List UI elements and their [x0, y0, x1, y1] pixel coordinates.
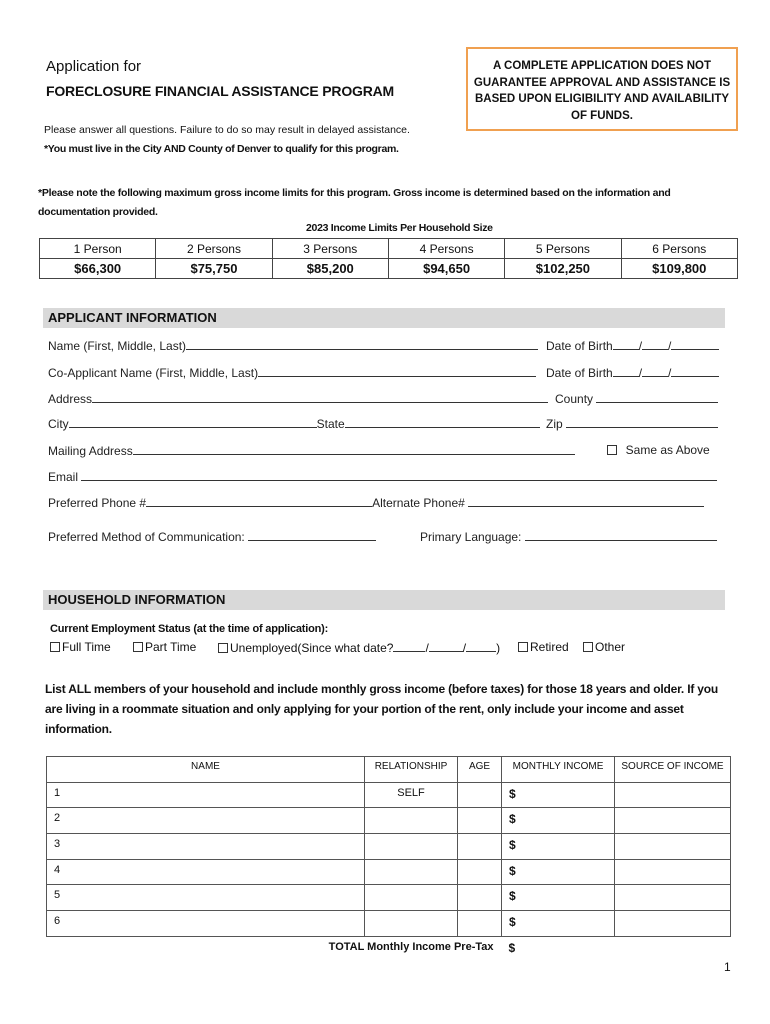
zip-label: Zip	[546, 417, 563, 431]
household-size-cell: 5 Persons	[505, 239, 621, 259]
coapplicant-dob-label: Date of Birth	[546, 366, 613, 380]
email-label: Email	[48, 470, 79, 484]
income-source-cell[interactable]	[615, 859, 731, 885]
coapplicant-label: Co-Applicant Name (First, Middle, Last)	[48, 366, 259, 380]
retired-checkbox[interactable]	[518, 642, 528, 652]
form-title: FORECLOSURE FINANCIAL ASSISTANCE PROGRAM	[46, 83, 394, 99]
age-cell[interactable]	[458, 885, 502, 911]
dob-day-line[interactable]	[642, 338, 668, 350]
dob-label: Date of Birth	[546, 339, 613, 353]
alt-phone-label: Alternate Phone#	[372, 496, 465, 510]
household-size-cell: 1 Person	[40, 239, 156, 259]
column-header: MONTHLY INCOME	[502, 757, 615, 783]
member-name-cell[interactable]: 6	[47, 911, 365, 937]
residency-requirement: *You must live in the City AND County of Denver to qualify for this program.	[44, 143, 399, 155]
alt-phone-input-line[interactable]	[468, 495, 704, 507]
income-limits-caption: 2023 Income Limits Per Household Size	[306, 222, 493, 234]
form-subtitle: Application for	[46, 58, 142, 75]
relationship-cell[interactable]	[365, 834, 458, 860]
income-limits-note: *Please note the following maximum gross income limits for this program. Gross income is determined based on the information and documentation provided.	[38, 187, 671, 218]
household-members-table	[46, 756, 731, 962]
phone-field-row[interactable]	[48, 495, 704, 510]
column-header: RELATIONSHIP	[365, 757, 458, 783]
unemployed-year-line[interactable]	[466, 640, 496, 652]
mailing-address-row[interactable]	[48, 443, 575, 458]
monthly-income-cell[interactable]: $	[502, 911, 615, 937]
language-label: Primary Language:	[420, 530, 522, 544]
approval-notice-box: A COMPLETE APPLICATION DOES NOT GUARANTEE APPROVAL AND ASSISTANCE IS BASED UPON ELIGIBILITY AND AVAILABILITY OF FUNDS.	[466, 47, 738, 131]
same-as-above-option[interactable]	[607, 443, 710, 457]
language-field[interactable]	[420, 529, 717, 544]
household-size-cell: 4 Persons	[388, 239, 504, 259]
part-time-checkbox[interactable]	[133, 642, 143, 652]
total-income-cell[interactable]: $	[508, 940, 516, 955]
communication-field[interactable]	[48, 529, 376, 544]
city-input-line[interactable]	[69, 416, 317, 428]
email-input-line[interactable]	[81, 469, 717, 481]
county-label: County	[555, 392, 594, 406]
age-cell[interactable]	[458, 808, 502, 834]
household-size-cell: 3 Persons	[272, 239, 388, 259]
member-name-cell[interactable]: 2	[47, 808, 365, 834]
retired-label: Retired	[530, 640, 569, 654]
state-input-line[interactable]	[345, 416, 540, 428]
phone-input-line[interactable]	[146, 495, 372, 507]
unemployed-label: Unemployed(Since what date?	[230, 641, 394, 655]
employment-part-time[interactable]	[133, 640, 196, 654]
address-field-row[interactable]	[48, 391, 548, 406]
relationship-cell[interactable]	[365, 911, 458, 937]
column-header: NAME	[47, 757, 365, 783]
dob-year-line[interactable]	[671, 338, 719, 350]
city-state-row[interactable]	[48, 416, 540, 431]
instructions-text: Please answer all questions. Failure to do so may result in delayed assistance.	[44, 124, 410, 136]
other-checkbox[interactable]	[583, 642, 593, 652]
income-limit-cell: $109,800	[621, 259, 737, 279]
table-row	[47, 859, 731, 885]
county-field[interactable]	[555, 391, 718, 406]
table-row	[47, 911, 731, 937]
coapplicant-dob-field[interactable]: Date of Birth / /	[546, 365, 719, 380]
name-field-row[interactable]	[48, 338, 538, 353]
name-input-line[interactable]	[186, 338, 538, 350]
county-input-line[interactable]	[596, 391, 718, 403]
mailing-label: Mailing Address	[48, 444, 133, 458]
income-limit-cell: $102,250	[505, 259, 621, 279]
age-cell[interactable]	[458, 834, 502, 860]
co-dob-day-line[interactable]	[642, 365, 668, 377]
communication-label: Preferred Method of Communication:	[48, 530, 245, 544]
address-label: Address	[48, 392, 93, 406]
email-field-row[interactable]	[48, 469, 717, 484]
household-list-instructions: List ALL members of your household and include monthly gross income (before taxes) for those 18 years and older. If you are living in a roommate situation and only applying for your portion of the rent, only include your income and asset information.	[45, 682, 719, 736]
co-dob-month-line[interactable]	[613, 365, 639, 377]
part-time-label: Part Time	[145, 640, 197, 654]
total-income-label: TOTAL Monthly Income Pre-Tax	[328, 940, 494, 953]
table-row	[47, 808, 731, 834]
city-label: City	[48, 417, 69, 431]
dob-month-line[interactable]	[613, 338, 639, 350]
income-limits-table	[39, 238, 738, 279]
income-source-cell[interactable]	[615, 911, 731, 937]
full-time-label: Full Time	[62, 640, 111, 654]
dob-field[interactable]: Date of Birth / /	[546, 338, 719, 353]
other-label: Other	[595, 640, 626, 654]
income-limit-cell: $75,750	[156, 259, 272, 279]
zip-field[interactable]	[546, 416, 718, 431]
address-input-line[interactable]	[92, 391, 548, 403]
relationship-cell[interactable]	[365, 808, 458, 834]
income-limit-cell: $66,300	[40, 259, 156, 279]
table-row	[47, 834, 731, 860]
member-name-cell[interactable]: 3	[47, 834, 365, 860]
relationship-cell[interactable]	[365, 859, 458, 885]
mailing-input-line[interactable]	[133, 443, 575, 455]
income-limit-cell: $94,650	[388, 259, 504, 279]
monthly-income-cell[interactable]: $	[502, 808, 615, 834]
unemployed-checkbox[interactable]	[218, 643, 228, 653]
age-cell[interactable]	[458, 859, 502, 885]
same-as-above-checkbox[interactable]	[607, 445, 617, 455]
income-source-cell[interactable]	[615, 885, 731, 911]
full-time-checkbox[interactable]	[50, 642, 60, 652]
income-source-cell[interactable]	[615, 834, 731, 860]
income-source-cell[interactable]	[615, 808, 731, 834]
monthly-income-cell[interactable]: $	[502, 782, 615, 808]
monthly-income-cell[interactable]: $	[502, 834, 615, 860]
table-row	[47, 885, 731, 911]
co-dob-year-line[interactable]	[671, 365, 719, 377]
age-cell[interactable]	[458, 782, 502, 808]
applicant-section-header: APPLICANT INFORMATION	[43, 308, 725, 328]
household-size-cell: 6 Persons	[621, 239, 737, 259]
state-label: State	[316, 417, 345, 431]
household-size-cell: 2 Persons	[156, 239, 272, 259]
name-label: Name (First, Middle, Last)	[48, 339, 187, 353]
coapplicant-field-row[interactable]	[48, 365, 536, 380]
employment-other[interactable]	[583, 640, 625, 654]
language-input-line[interactable]	[525, 529, 717, 541]
relationship-cell[interactable]	[365, 885, 458, 911]
employment-status-label: Current Employment Status (at the time of application):	[50, 623, 329, 635]
same-as-above-label: Same as Above	[625, 443, 710, 457]
age-cell[interactable]	[458, 911, 502, 937]
total-spacer	[615, 936, 731, 962]
total-row	[47, 936, 731, 962]
member-name-cell[interactable]: 5	[47, 885, 365, 911]
income-source-cell[interactable]	[615, 782, 731, 808]
member-name-cell[interactable]: 1	[47, 782, 365, 808]
relationship-cell[interactable]: SELF	[365, 782, 458, 808]
column-header: AGE	[458, 757, 502, 783]
income-limit-cell: $85,200	[272, 259, 388, 279]
coapplicant-input-line[interactable]	[258, 365, 536, 377]
page-number: 1	[724, 960, 731, 974]
communication-input-line[interactable]	[248, 529, 376, 541]
employment-retired[interactable]	[518, 640, 569, 654]
monthly-income-cell[interactable]: $	[502, 859, 615, 885]
table-row	[47, 782, 731, 808]
phone-label: Preferred Phone #	[48, 496, 147, 510]
zip-input-line[interactable]	[566, 416, 718, 428]
member-name-cell[interactable]: 4	[47, 859, 365, 885]
monthly-income-cell[interactable]: $	[502, 885, 615, 911]
employment-full-time[interactable]	[50, 640, 111, 654]
column-header: SOURCE OF INCOME	[615, 757, 731, 783]
employment-unemployed[interactable]: Unemployed(Since what date? / / )	[218, 640, 500, 655]
unemployed-month-line[interactable]	[393, 640, 425, 652]
household-section-header: HOUSEHOLD INFORMATION	[43, 590, 725, 610]
unemployed-day-line[interactable]	[429, 640, 463, 652]
